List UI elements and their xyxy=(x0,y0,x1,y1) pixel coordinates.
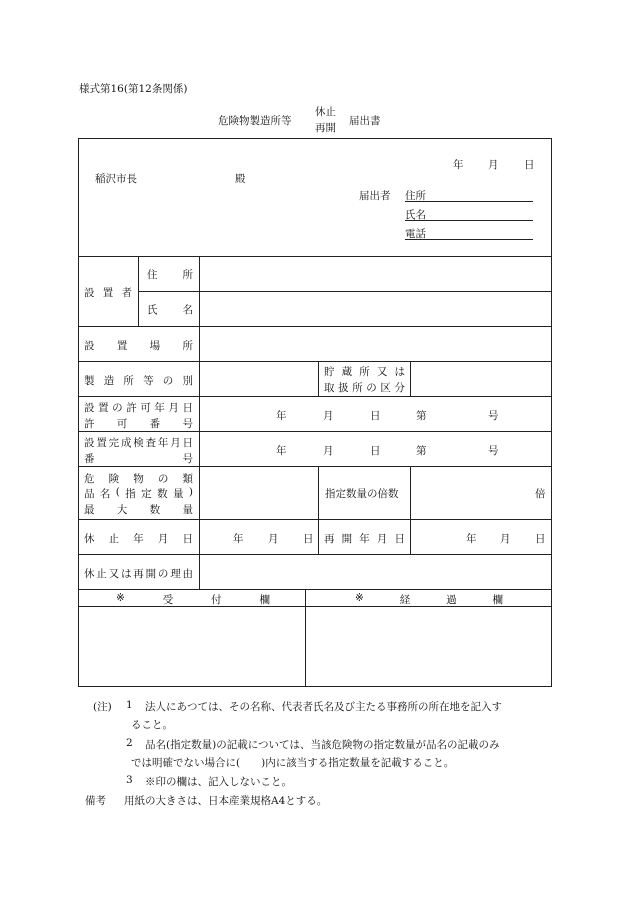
inspection-date-label: 設 置 完 成 検 査 年 月 日 xyxy=(84,437,193,449)
hazmat-name-label: 品 名 ( 指 定 数 量 ) xyxy=(84,486,193,500)
title-suffix: 届出書 xyxy=(349,115,381,127)
inspection-year: 年 xyxy=(276,445,287,457)
note-3-number: 3 xyxy=(126,774,133,786)
note-3-text: ※印の欄は、記入しないこと。 xyxy=(145,776,292,788)
inspection-dai: 第 xyxy=(416,445,427,457)
address-label: 住所 xyxy=(405,190,426,202)
note-2-line2: では明確でない場合に( )内に該当する指定数量を記載すること。 xyxy=(131,757,455,769)
suspend-year: 年 xyxy=(233,533,244,545)
permit-dai: 第 xyxy=(416,410,427,422)
progress-area xyxy=(306,607,551,686)
facility-type-label: 製 造 所 等 の 別 xyxy=(84,375,193,387)
resume-year: 年 xyxy=(466,533,477,545)
installer-name-input[interactable] xyxy=(200,292,551,325)
facility-type-input[interactable] xyxy=(200,362,317,395)
note-1-line1: 法人にあつては、その名称、代表者氏名及び主たる事務所の所在地を記入す xyxy=(145,701,502,713)
name-field[interactable] xyxy=(405,207,533,221)
installer-label: 設 置 者 xyxy=(84,287,132,299)
storage-label-line1: 貯 蔵 所 又 は xyxy=(324,366,405,378)
reception-header: ※ 受 付 欄 xyxy=(116,592,270,606)
form-title: 危険物製造所等 xyxy=(218,115,292,127)
permit-month: 月 xyxy=(323,410,334,422)
inspection-day: 日 xyxy=(370,445,381,457)
recipient: 稲沢市長 xyxy=(95,173,137,185)
permit-year: 年 xyxy=(276,410,287,422)
title-option-suspend: 休止 xyxy=(315,106,336,118)
install-location-input[interactable] xyxy=(200,327,551,360)
reception-area xyxy=(79,607,304,686)
notes-prefix: (注) xyxy=(93,701,112,713)
inspection-number-label: 番 号 xyxy=(84,453,193,465)
note-1-line2: ること。 xyxy=(131,719,173,731)
hazmat-class-label: 危 険 物 の 類 xyxy=(84,473,193,485)
storage-label-line2: 取 扱 所 の 区 分 xyxy=(324,382,405,394)
multiple-label: 指定数量の倍数 xyxy=(325,488,399,500)
suspend-date-label: 休 止 年 月 日 xyxy=(84,533,193,545)
installer-address-label: 住 所 xyxy=(147,269,193,281)
installer-address-input[interactable] xyxy=(200,257,551,290)
date-year-label: 年 xyxy=(453,159,464,171)
address-field[interactable] xyxy=(405,188,533,202)
hazmat-max-label: 最 大 数 量 xyxy=(84,504,193,516)
title-option-resume: 再開 xyxy=(315,122,336,134)
permit-day: 日 xyxy=(370,410,381,422)
suspend-day: 日 xyxy=(303,533,314,545)
hazmat-input[interactable] xyxy=(200,467,317,518)
storage-type-input[interactable] xyxy=(411,362,551,395)
note-2-number: 2 xyxy=(126,737,133,749)
inspection-month: 月 xyxy=(323,445,334,457)
permit-go: 号 xyxy=(488,410,499,422)
resume-date-label: 再 開 年 月 日 xyxy=(324,533,405,545)
reason-label: 休 止 又 は 再 開 の 理 由 xyxy=(84,568,193,580)
name-label: 氏名 xyxy=(405,209,426,221)
multiple-unit: 倍 xyxy=(535,488,546,500)
reason-input[interactable] xyxy=(200,555,551,588)
progress-header: ※ 経 過 欄 xyxy=(355,592,503,606)
resume-month: 月 xyxy=(500,533,511,545)
install-location-label: 設 置 場 所 xyxy=(84,340,193,352)
remarks-text: 用紙の大きさは、日本産業規格A4とする。 xyxy=(124,795,328,807)
note-2-line1: 品名(指定数量)の記載については、当該危険物の指定数量が品名の記載のみ xyxy=(145,739,500,751)
inspection-go: 号 xyxy=(488,445,499,457)
phone-field[interactable] xyxy=(405,226,533,240)
installer-name-label: 氏 名 xyxy=(147,304,193,316)
honorific: 殿 xyxy=(235,173,246,185)
suspend-month: 月 xyxy=(268,533,279,545)
phone-label: 電話 xyxy=(405,228,426,240)
resume-day: 日 xyxy=(535,533,546,545)
remarks-label: 備考 xyxy=(85,795,106,807)
form-number: 様式第16(第12条関係) xyxy=(79,83,188,95)
permit-date-label: 設 置 の 許 可 年 月 日 xyxy=(84,402,193,414)
note-1-number: 1 xyxy=(126,699,133,711)
permit-number-label: 許 可 番 号 xyxy=(84,418,193,430)
notifier-label: 届出者 xyxy=(359,190,391,202)
date-day-label: 日 xyxy=(524,159,535,171)
date-month-label: 月 xyxy=(488,159,499,171)
